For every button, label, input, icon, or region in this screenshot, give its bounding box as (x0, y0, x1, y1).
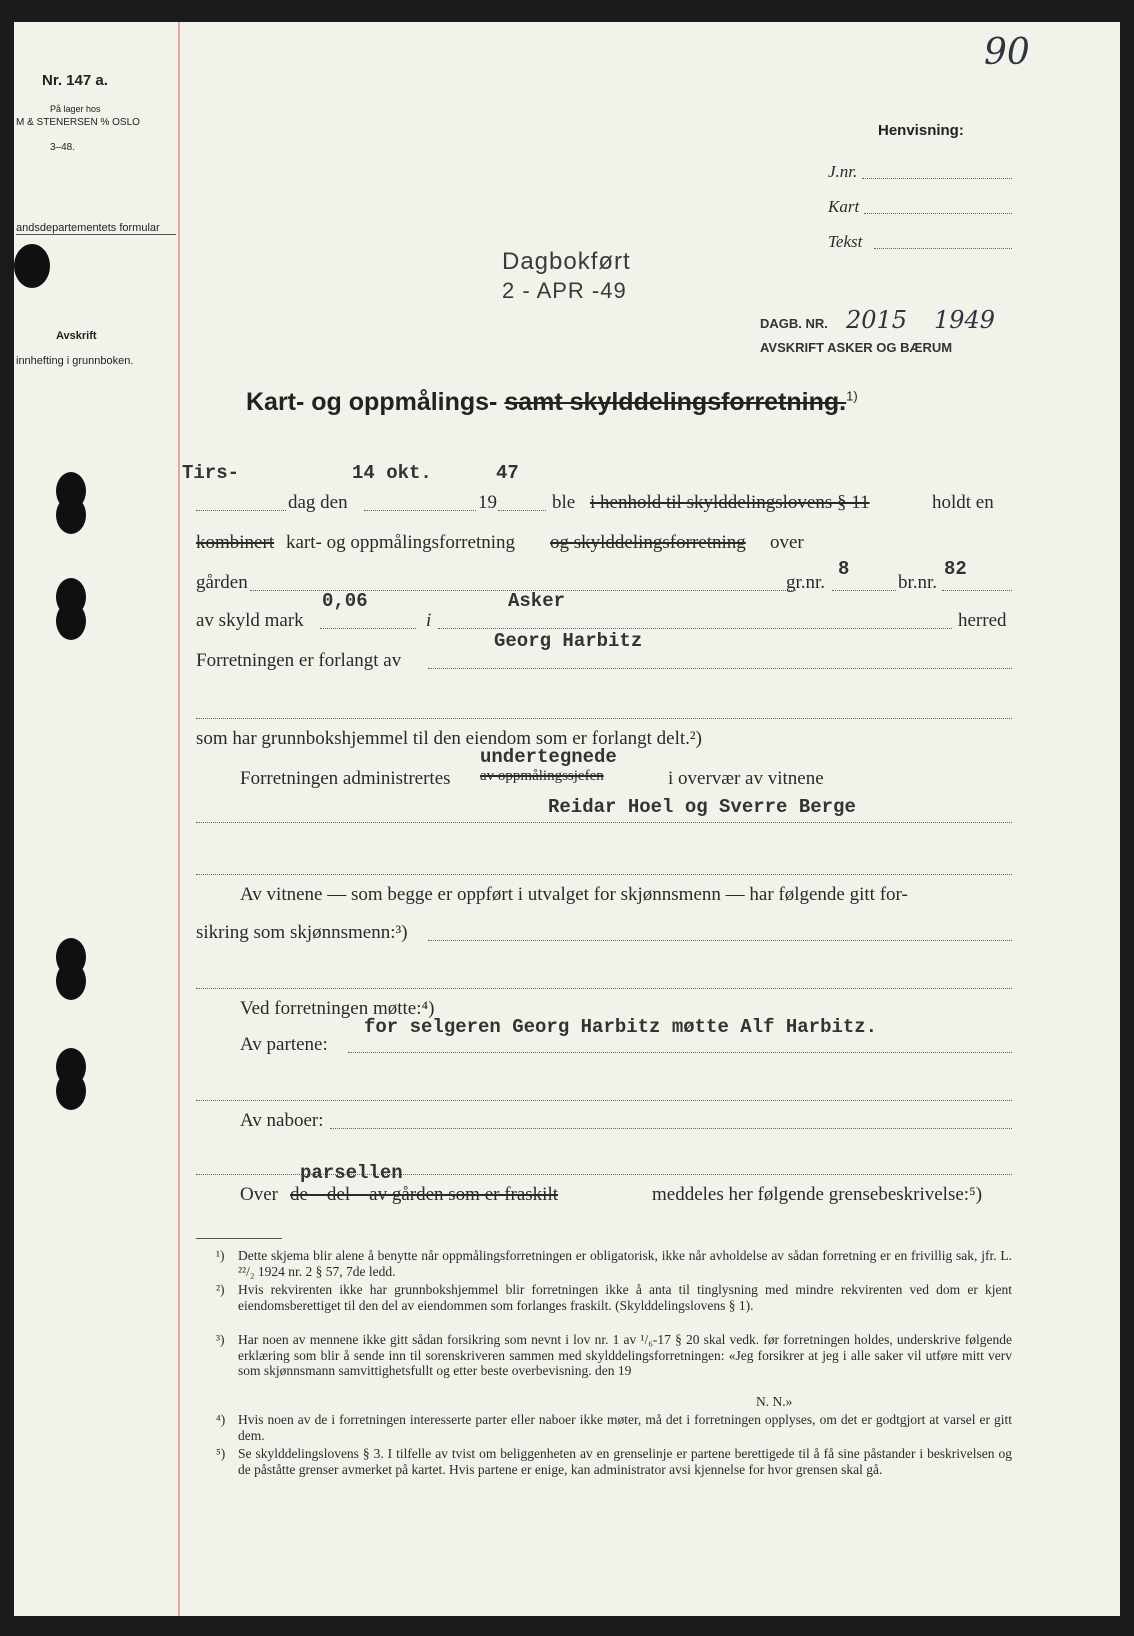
footnote-ref: 1) (846, 388, 858, 404)
stamp-journal-number: 2015 (846, 306, 908, 334)
brnr-field (942, 590, 1012, 591)
footnote (216, 1248, 1012, 1279)
binder-hole (56, 602, 86, 640)
binder-hole (56, 962, 86, 1000)
forlangt-field (428, 668, 1012, 669)
reference-title: Henvisning: (878, 122, 964, 139)
skylddeling-struck: og skylddelingsforretning (550, 532, 746, 553)
herred-field (438, 628, 952, 629)
blank-line (196, 1100, 1012, 1101)
parsellen-filled: parsellen (300, 1162, 403, 1184)
skyld-value: 0,06 (322, 590, 368, 612)
footnote-signature (756, 1394, 792, 1410)
vitner-field (196, 822, 1012, 823)
i-label: i (426, 610, 432, 631)
kart-og-label: kart- og oppmålingsforretning (286, 532, 516, 553)
footnote-text: Dette skjema blir alene å benytte når oppmålingsforretningen er obligatorisk, ikke når avholdelse av sådan forretning er en frivillig sak, jfr. L. ²²/₂ 1924 nr. 2 § 57, 7de ledd. (238, 1248, 1012, 1279)
stamp-date: 2 - APR -49 (502, 278, 627, 303)
year-prefix: 19 (478, 492, 497, 513)
title-struck: samt skylddelingsforretning. (504, 388, 847, 416)
stamp-journal-label: DAGB. NR. (760, 316, 828, 331)
stamp-journal-year: 1949 (934, 306, 996, 334)
footnote (216, 1332, 1012, 1379)
grnr-value: 8 (838, 558, 850, 580)
filled-year: 47 (496, 462, 519, 484)
footnote-mark: ²) (216, 1282, 225, 1297)
over-label-2: Over (240, 1184, 278, 1205)
binder-hole (14, 244, 50, 288)
vitner-filled: Reidar Hoel og Sverre Berge (548, 796, 856, 818)
naboer-label: Av naboer: (240, 1110, 324, 1131)
tekst-field (874, 248, 1012, 249)
form-number: Nr. 147 a. (42, 72, 108, 89)
vitne-text: i overvær av vitnene (668, 768, 824, 789)
avskrift-label: Avskrift (56, 330, 97, 342)
partene-label: Av partene: (240, 1034, 328, 1055)
herred-value: Asker (508, 590, 566, 612)
filled-day: Tirs- (182, 462, 240, 484)
kart-label: Kart (828, 197, 860, 216)
document-page (14, 22, 1120, 1616)
printer-line: På lager hos (50, 104, 101, 114)
partene-value: for selgeren Georg Harbitz møtte Alf Harbitz. (364, 1016, 878, 1038)
footnote-mark: ⁵) (216, 1446, 226, 1461)
skjonnsmenn-field (428, 940, 1012, 941)
day-field (196, 510, 286, 511)
print-date: 3–48. (50, 142, 76, 153)
brnr-label: br.nr. (898, 572, 938, 593)
title-part: Kart- og oppmålings- (246, 388, 498, 416)
stamp-avskrift: AVSKRIFT ASKER OG BÆRUM (760, 340, 953, 355)
binder-hole (56, 496, 86, 534)
binder-hole (56, 1072, 86, 1110)
admin-filled: undertegnede (480, 746, 617, 768)
jnr-label: J.nr. (828, 162, 858, 181)
footnote (216, 1282, 1012, 1313)
grunnbok-text: som har grunnbokshjemmel til den eiendom som er forlangt delt.²) (196, 728, 702, 749)
footnote-mark: ³) (216, 1332, 225, 1347)
admin-label: Forretningen administrertes (240, 768, 451, 789)
over-label: over (770, 532, 804, 553)
footnote-mark: ¹) (216, 1248, 225, 1263)
over-struck: de del av gården som er fraskilt (290, 1184, 559, 1205)
stamp-dagbokfort: Dagbokført (502, 248, 631, 275)
footnote (216, 1446, 1012, 1477)
grnr-field (832, 590, 896, 591)
filled-date: 14 okt. (352, 462, 432, 484)
innhefting-label: innhefting i grunnboken. (16, 355, 134, 367)
vitne-paragraph-2: sikring som skjønnsmenn:³) (196, 922, 408, 943)
kombinert-struck: kombinert (196, 532, 275, 553)
footnote-text: Hvis rekvirenten ikke har grunnbokshjemmel blir forretningen ikke å anta til tinglysning med mindre rekvirenten ved dom er kjent eiendomsberettiget til den del av eiendommen som forlanges fraskilt. (Skylddelingslovens § 1). (238, 1282, 1012, 1313)
footnote-text: N. N.» (756, 1394, 793, 1409)
grnr-label: gr.nr. (786, 572, 826, 593)
forlangt-value: Georg Harbitz (494, 630, 643, 652)
blank-line (196, 718, 1012, 719)
av-skyld-label: av skyld mark (196, 610, 304, 631)
printer-line: M & STENERSEN % OSLO (16, 117, 140, 128)
motte-label: Ved forretningen møtte:⁴) (240, 998, 435, 1019)
jnr-field (862, 178, 1012, 179)
page-number: 90 (984, 32, 1030, 73)
dag-den-label: dag den (288, 492, 348, 513)
herred-label: herred (958, 610, 1007, 631)
skyld-field (320, 628, 416, 629)
ble-label: ble (552, 492, 576, 513)
footnote-text: Hvis noen av de i forretningen interesserte parter eller naboer ikke møter, må det i forretningen opplyses, om det er godtgjort at varsel er gitt dem. (238, 1412, 1012, 1443)
footnote-text: Se skylddelingslovens § 3. I tilfelle av tvist om beliggenheten av en grenselinje er partene berettigede til å få sine påstander i beskrivelsen og de påståtte grenser avmerket på kartet. Hvis partene er enige, kan administrator avsi kjennelse for hvor grensen skal gå. (238, 1446, 1012, 1477)
vitne-paragraph-1: Av vitnene — som begge er oppført i utvalget for skjønnsmenn — har følgende gitt for- (240, 884, 908, 905)
garden-label: gården (196, 572, 248, 593)
department-formula: andsdepartementets formular (16, 222, 176, 235)
admin-struck: av oppmålingssjefen (480, 768, 604, 784)
footnote-text: Har noen av mennene ikke gitt sådan forsikring som nevnt i lov nr. 1 av ¹/₆-17 § 20 skal vedk. før forretningen holdes, underskrive følgende erklæring som blir å sende inn til sorenskriveren sammen med skylddelingsforretningen: «Jeg forsikrer at jeg i alle saker vil utføre mitt verv som skjønnsmann samvittighetsfullt og etter beste overbevisning. den 19 (238, 1332, 1012, 1378)
forlangt-label: Forretningen er forlangt av (196, 650, 402, 671)
main-title (246, 388, 858, 417)
grense-text: meddeles her følgende grensebeskrivelse:⁵) (652, 1184, 983, 1205)
naboer-field (330, 1128, 1012, 1129)
margin-rule (178, 22, 180, 1616)
partene-field (348, 1052, 1012, 1053)
year-field (498, 510, 546, 511)
footnote (216, 1412, 1012, 1443)
date-field (364, 510, 476, 511)
brnr-value: 82 (944, 558, 967, 580)
footnote-rule (196, 1238, 282, 1239)
tekst-label: Tekst (828, 232, 863, 251)
holdt-en-label: holdt en (932, 492, 994, 513)
ble-struck-text: i henhold til skylddelingslovens § 11 (590, 492, 870, 513)
blank-line (196, 988, 1012, 989)
kart-field (864, 213, 1012, 214)
blank-line (196, 874, 1012, 875)
footnote-mark: ⁴) (216, 1412, 226, 1427)
